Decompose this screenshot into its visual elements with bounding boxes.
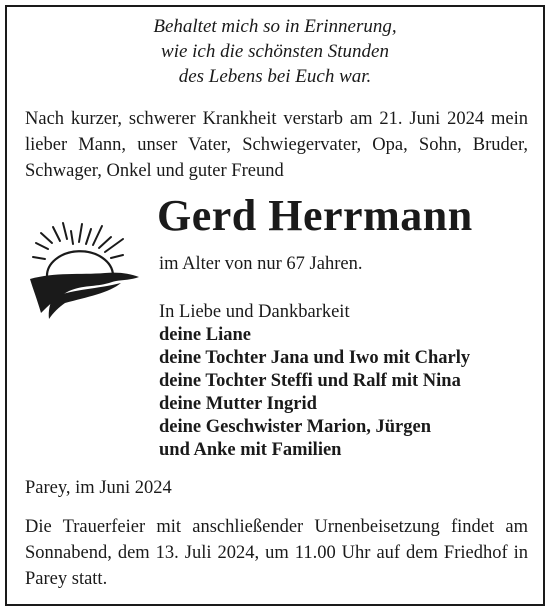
mourner-line: und Anke mit Familien — [159, 440, 342, 460]
age-statement: im Alter von nur 67 Jahren. — [159, 254, 363, 274]
mourners-intro: In Liebe und Dankbarkeit — [159, 302, 350, 322]
deceased-name: Gerd Herrmann — [157, 191, 473, 240]
memorial-verse — [0, 14, 550, 89]
verse-line: wie ich die schönsten Stunden — [161, 41, 389, 62]
funeral-notice: Die Trauerfeier mit anschließender Urnenbeisetzung findet am Sonnabend, dem 13. Juli 2024, um 11.00 Uhr auf dem Friedhof in Parey statt. — [25, 517, 528, 589]
death-announcement-text: Nach kurzer, schwerer Krankheit verstarb am 21. Juni 2024 mein lieber Mann, unser Vater, Schwiegervater, Opa, Sohn, Bruder, Schwager, Onkel und guter Freund — [25, 109, 528, 181]
place-date: Parey, im Juni 2024 — [25, 478, 172, 498]
mourner-line: deine Tochter Jana und Iwo mit Charly — [159, 348, 471, 368]
mourner-line: deine Geschwister Marion, Jürgen — [159, 417, 431, 437]
verse-line: Behaltet mich so in Erinnerung, — [153, 16, 397, 37]
verse-line: des Lebens bei Euch war. — [178, 66, 372, 87]
mourner-line: deine Liane — [159, 325, 251, 345]
mourners-list — [159, 301, 470, 462]
mourner-line: deine Tochter Steffi und Ralf mit Nina — [159, 371, 461, 391]
mourner-line: deine Mutter Ingrid — [159, 394, 317, 414]
sunset-over-hills-icon — [25, 217, 145, 327]
